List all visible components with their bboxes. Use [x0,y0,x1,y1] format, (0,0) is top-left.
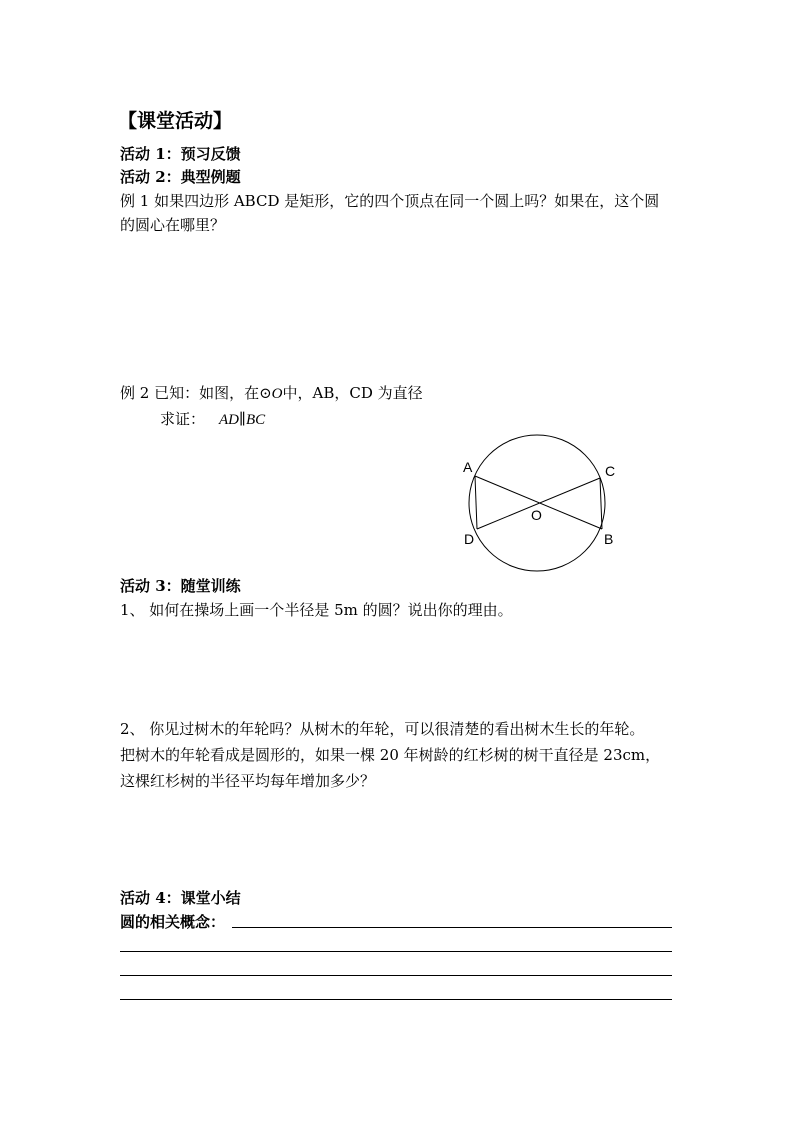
example-2-prove [160,408,265,429]
label-a: A [463,459,473,475]
example-2-given-prefix: 例 2 已知：如图，在⊙ [120,384,272,402]
segment-bc [600,478,602,529]
question-2-line-3: 这棵红杉树的半径平均每年增加多少？ [120,772,376,790]
example-1-line-2: 的圆心在哪里？ [120,216,226,234]
circle-figure [455,428,630,578]
summary-label: 圆的相关概念： [120,913,226,931]
label-c: C [605,463,616,479]
question-2-line-1: 2、 你见过树木的年轮吗？从树木的年轮，可以很清楚的看出树木生长的年轮。 [120,720,645,738]
answer-line-2 [120,951,672,952]
label-o: O [531,507,542,523]
answer-line-1 [232,927,672,928]
label-b: B [604,531,614,547]
example-2-given [120,382,423,403]
question-1: 1、 如何在操场上画一个半径是 5m 的圆？说出你的理由。 [120,601,513,619]
section-title: 【课堂活动】 [118,110,233,132]
segment-ad [475,476,477,529]
label-d: D [464,531,475,547]
answer-line-3 [120,975,672,976]
example-2-given-suffix: 中，AB，CD 为直径 [282,384,423,402]
prove-label: 求证： [160,410,206,428]
activity-2-heading: 活动 2：典型例题 [120,168,241,186]
answer-line-4 [120,999,672,1000]
activity-1-heading: 活动 1：预习反馈 [120,145,241,163]
activity-3-heading: 活动 3：随堂训练 [120,577,241,595]
question-2-line-2: 把树木的年轮看成是圆形的，如果一棵 20 年树龄的红杉树的树干直径是 23cm， [120,746,661,764]
circle-name: O [271,386,283,402]
circle-outline [469,435,605,571]
activity-4-heading: 活动 4：课堂小结 [120,889,241,907]
prove-expression: AD∥BC [219,412,266,428]
example-1-line-1: 例 1 如果四边形 ABCD 是矩形，它的四个顶点在同一个圆上吗？如果在，这个圆 [120,192,660,210]
